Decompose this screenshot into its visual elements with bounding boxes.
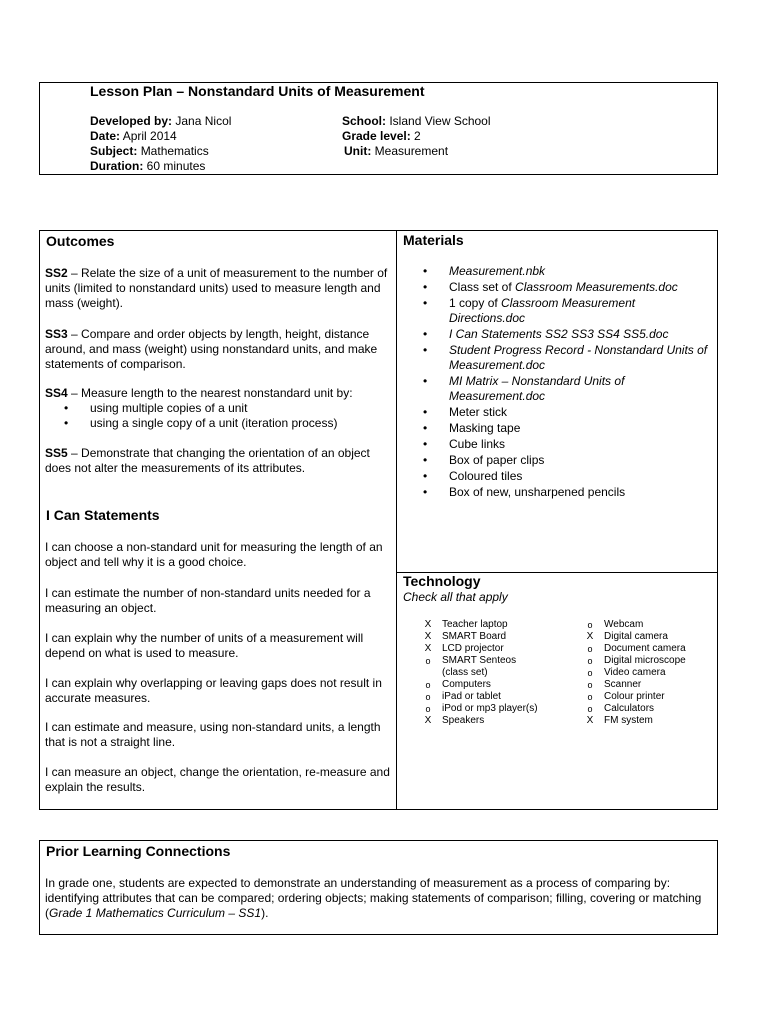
list-item	[423, 374, 713, 404]
technology-heading: Technology	[403, 573, 481, 589]
tech-item	[584, 619, 686, 631]
list-item: • using a single copy of a unit (iteration process)	[64, 416, 384, 431]
unchecked-circle-icon: o	[425, 704, 431, 714]
materials-list	[423, 264, 713, 501]
tech-item	[422, 655, 538, 667]
tech-item-label: (class set)	[442, 667, 488, 678]
list-item: • Coloured tiles	[423, 469, 713, 484]
column-divider	[396, 230, 397, 810]
material-name: Classroom Measurements.doc	[515, 280, 678, 294]
meta-left	[90, 114, 231, 174]
i-can-item: I can explain why the number of units of a measurement will depend on what is used to measure.	[45, 631, 364, 660]
unit-row	[342, 144, 491, 159]
grade-value: 2	[414, 129, 421, 143]
list-item	[423, 296, 713, 326]
outcome-ss5-code: SS5	[45, 446, 68, 460]
outcome-ss2-code: SS2	[45, 266, 68, 280]
date-value: April 2014	[122, 129, 177, 143]
i-can-item: I can measure an object, change the orientation, re-measure and explain the results.	[45, 765, 390, 794]
prior-learning-text	[45, 876, 710, 921]
tech-item-label: Teacher laptop	[442, 619, 508, 630]
tech-item-label: iPad or tablet	[442, 691, 501, 702]
prior-text-reference: Grade 1 Mathematics Curriculum – SS1	[49, 906, 262, 920]
tech-item	[422, 631, 538, 643]
tech-item-label: Computers	[442, 679, 491, 690]
checked-mark-icon: X	[424, 619, 432, 630]
i-can-heading: I Can Statements	[46, 507, 160, 523]
unchecked-circle-icon: o	[425, 656, 431, 666]
outcome-ss3	[45, 327, 390, 372]
date-row	[90, 129, 231, 144]
tech-item	[584, 691, 686, 703]
duration-label: Duration:	[90, 159, 144, 173]
unchecked-circle-icon: o	[587, 644, 593, 654]
tech-item	[584, 667, 686, 679]
duration-row	[90, 159, 231, 174]
technology-list-right	[584, 619, 686, 727]
grade-label: Grade level:	[342, 129, 411, 143]
list-item	[423, 264, 713, 279]
page-title: Lesson Plan – Nonstandard Units of Measurement	[90, 83, 425, 99]
tech-item-label: Colour printer	[604, 691, 665, 702]
unchecked-circle-icon: o	[587, 680, 593, 690]
tech-item-label: iPod or mp3 player(s)	[442, 703, 538, 714]
outcome-ss4-text: – Measure length to the nearest nonstandard unit by:	[71, 386, 353, 400]
technology-list-left	[422, 619, 538, 727]
tech-item-label: Digital camera	[604, 631, 668, 642]
developed-by-value: Jana Nicol	[175, 114, 232, 128]
outcome-ss2	[45, 266, 390, 311]
tech-item-label: SMART Senteos	[442, 655, 517, 666]
ss4-bullet-list	[64, 401, 384, 431]
tech-item	[422, 643, 538, 655]
school-row	[342, 114, 491, 129]
tech-item	[584, 679, 686, 691]
outcome-ss5	[45, 446, 390, 476]
subject-value: Mathematics	[140, 144, 209, 158]
prior-text-end: ).	[261, 906, 269, 920]
unit-label: Unit:	[344, 144, 372, 158]
checked-mark-icon: X	[424, 715, 432, 726]
meta-right	[342, 114, 491, 159]
outcome-ss2-text: – Relate the size of a unit of measurement to the number of units (limited to nonstandard units) used to measure length and mass (weight).	[45, 266, 388, 310]
tech-item	[584, 715, 686, 727]
material-name: MI Matrix – Nonstandard Units of Measurement.doc	[449, 374, 625, 403]
checked-mark-icon: X	[586, 715, 594, 726]
school-value: Island View School	[389, 114, 491, 128]
material-text: Class set of	[449, 280, 516, 294]
tech-item-label: Calculators	[604, 703, 655, 714]
tech-item	[422, 703, 538, 715]
grade-row	[342, 129, 491, 144]
developed-by-label: Developed by:	[90, 114, 173, 128]
list-item: • Meter stick	[423, 405, 713, 420]
outcome-ss4-code: SS4	[45, 386, 68, 400]
material-name: Measurement.nbk	[449, 264, 546, 278]
unchecked-circle-icon: o	[587, 668, 593, 678]
list-item: • Masking tape	[423, 421, 713, 436]
tech-item	[422, 715, 538, 727]
outcomes-heading: Outcomes	[46, 233, 115, 249]
material-name: I Can Statements SS2 SS3 SS4 SS5.doc	[449, 327, 669, 341]
i-can-item: I can choose a non-standard unit for measuring the length of an object and tell why it is a good choice.	[45, 540, 383, 569]
tech-item	[584, 631, 686, 643]
list-item: • Box of new, unsharpened pencils	[423, 485, 713, 500]
unchecked-circle-icon: o	[425, 692, 431, 702]
outcome-ss3-text: – Compare and order objects by length, height, distance around, and mass (weight) using nonstandard units, and make statements of comparison.	[45, 327, 378, 371]
outcome-ss5-text: – Demonstrate that changing the orientation of an object does not alter the measurements of its attributes.	[45, 446, 370, 475]
tech-item	[584, 643, 686, 655]
unchecked-circle-icon: o	[587, 692, 593, 702]
tech-item	[584, 655, 686, 667]
list-item: • using multiple copies of a unit	[64, 401, 384, 416]
tech-item	[584, 703, 686, 715]
i-can-item: I can estimate the number of non-standard units needed for a measuring an object.	[45, 586, 371, 615]
materials-heading: Materials	[403, 232, 464, 248]
checked-mark-icon: X	[424, 631, 432, 642]
technology-subtitle: Check all that apply	[403, 590, 508, 604]
tech-item	[422, 691, 538, 703]
list-item	[423, 327, 713, 342]
list-item	[423, 280, 713, 295]
subject-label: Subject:	[90, 144, 138, 158]
tech-item-label: Digital microscope	[604, 655, 686, 666]
unchecked-circle-icon: o	[587, 704, 593, 714]
unchecked-circle-icon: o	[425, 680, 431, 690]
unit-value: Measurement	[374, 144, 449, 158]
i-can-item: I can estimate and measure, using non-standard units, a length that is not a straight line.	[45, 720, 381, 749]
date-label: Date:	[90, 129, 121, 143]
tech-item	[422, 679, 538, 691]
tech-item-label: Video camera	[604, 667, 666, 678]
checked-mark-icon: X	[586, 631, 594, 642]
material-text: 1 copy of	[449, 296, 502, 310]
developed-by-row	[90, 114, 231, 129]
material-name: Classroom Measurement Directions.doc	[449, 296, 636, 325]
list-item	[423, 343, 713, 373]
outcome-ss3-code: SS3	[45, 327, 68, 341]
unchecked-circle-icon: o	[587, 620, 593, 630]
tech-item-label: Document camera	[604, 643, 686, 654]
i-can-item: I can explain why overlapping or leaving gaps does not result in accurate measures.	[45, 676, 382, 705]
checked-mark-icon: X	[424, 643, 432, 654]
unchecked-circle-icon: o	[587, 656, 593, 666]
tech-item-label: Speakers	[442, 715, 485, 726]
prior-text-main: In grade one, students are expected to demonstrate an understanding of measurement as a process of comparing by: identifying attributes that can be compared; ordering objects; making statements of comparison; filling, covering or matching (	[45, 876, 702, 920]
tech-item-label: SMART Board	[442, 631, 507, 642]
list-item: • Box of paper clips	[423, 453, 713, 468]
material-name: Student Progress Record - Nonstandard Units of Measurement.doc	[449, 343, 708, 372]
school-label: School:	[342, 114, 386, 128]
subject-row	[90, 144, 231, 159]
prior-learning-heading: Prior Learning Connections	[46, 843, 231, 859]
tech-item-label: Scanner	[604, 679, 642, 690]
tech-item-label: Webcam	[604, 619, 644, 630]
tech-item-label: LCD projector	[442, 643, 504, 654]
tech-item-label: FM system	[604, 715, 653, 726]
outcome-ss4	[45, 386, 390, 401]
duration-value: 60 minutes	[146, 159, 206, 173]
tech-item	[422, 619, 538, 631]
tech-item	[422, 667, 538, 679]
list-item: • Cube links	[423, 437, 713, 452]
